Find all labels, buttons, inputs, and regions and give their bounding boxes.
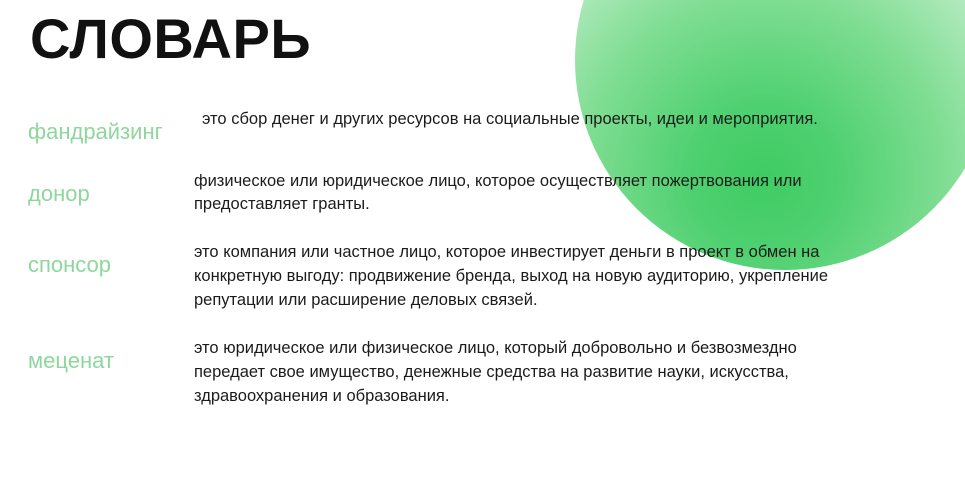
page-title: СЛОВАРЬ <box>30 7 312 70</box>
glossary-definition: это сбор денег и других ресурсов на социальные проекты, идеи и мероприятия. <box>202 110 818 128</box>
glossary-term: меценат <box>28 348 114 374</box>
list-item <box>0 108 965 146</box>
glossary-term: фандрайзинг <box>28 119 163 144</box>
glossary-definition: это компания или частное лицо, которое инвестирует деньги в проект в обмен на конкретную выгоду: продвижение бренда, выход на новую аудиторию, укрепление репутации или расширение деловых связей. <box>194 243 829 310</box>
glossary-term: донор <box>28 180 90 206</box>
glossary-list <box>0 108 965 433</box>
list-item <box>0 170 965 218</box>
list-item <box>0 241 965 313</box>
glossary-definition: это юридическое или физическое лицо, который добровольно и безвозмездно передает свое имущество, денежные средства на развитие науки, искусства, здравоохранения и образования. <box>194 339 797 405</box>
list-item <box>0 337 965 409</box>
glossary-definition: физическое или юридическое лицо, которое осуществляет пожертвования или предоставляет гранты. <box>194 171 802 214</box>
glossary-term: спонсор <box>28 252 112 278</box>
